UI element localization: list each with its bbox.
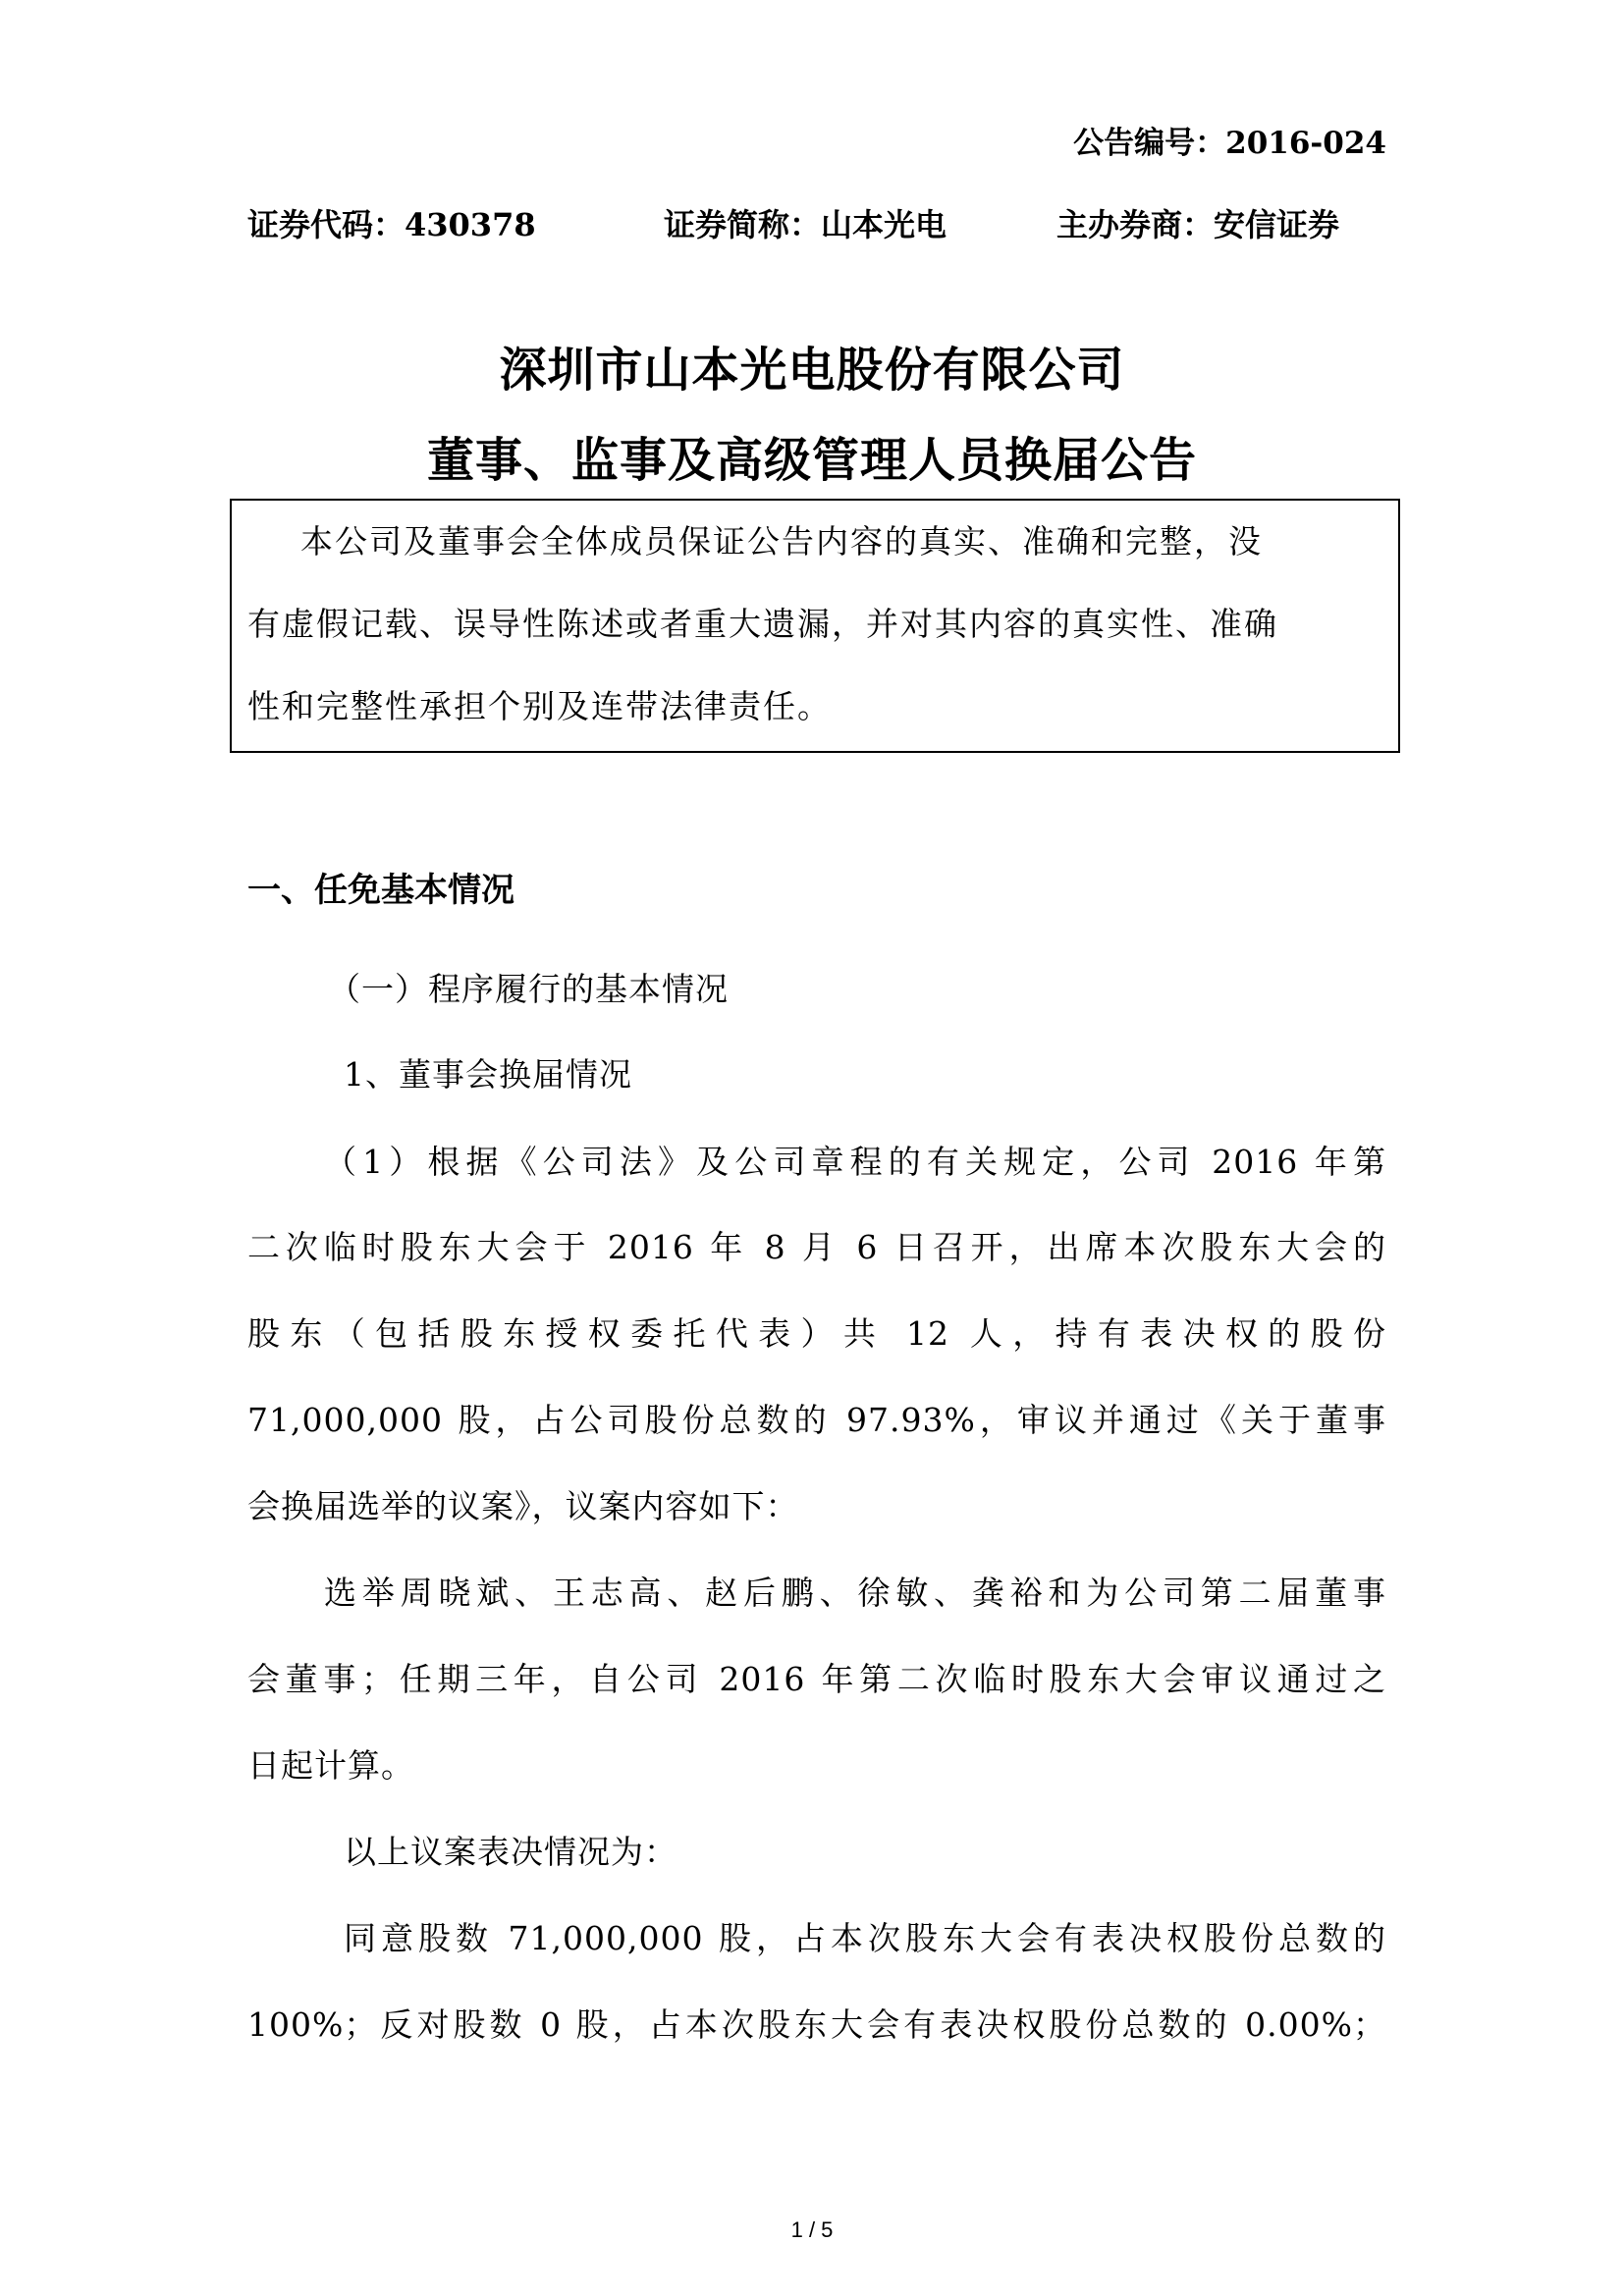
paragraph-line: 会董事；任期三年，自公司 2016 年第二次临时股东大会审议通过之 xyxy=(247,1660,1386,1698)
paragraph-line: 100%；反对股数 0 股，占本次股东大会有表决权股份总数的 0.00%； xyxy=(247,2005,1386,2044)
subsection-heading: （一）程序履行的基本情况 xyxy=(328,970,729,1008)
securities-abbreviation: 证券简称：山本光电 xyxy=(664,206,947,243)
disclaimer-line: 有虚假记载、误导性陈述或者重大遗漏，并对其内容的真实性、准确 xyxy=(247,605,1278,643)
paragraph-line: 71,000,000 股，占公司股份总数的 97.93%，审议并通过《关于董事 xyxy=(247,1401,1386,1439)
company-title: 深圳市山本光电股份有限公司 xyxy=(499,343,1125,398)
item-heading: 1、董事会换届情况 xyxy=(344,1055,632,1094)
page-number: 1 / 5 xyxy=(790,2217,834,2242)
paragraph-line: 股东（包括股东授权委托代表）共 12 人，持有表决权的股份 xyxy=(247,1314,1386,1353)
disclaimer-line: 本公司及董事会全体成员保证公告内容的真实、准确和完整，没 xyxy=(300,522,1263,561)
announcement-title: 董事、监事及高级管理人员换届公告 xyxy=(426,433,1197,488)
section-heading: 一、任免基本情况 xyxy=(247,871,514,910)
disclaimer-line: 性和完整性承担个别及连带法律责任。 xyxy=(247,687,832,725)
securities-code: 证券代码：430378 xyxy=(247,206,536,243)
paragraph-line: 会换届选举的议案》，议案内容如下： xyxy=(247,1487,799,1525)
paragraph-line-text: （1）根据《公司法》及公司章程的有关规定，公司 2016 年第 xyxy=(324,1143,1386,1181)
disclaimer-box xyxy=(230,499,1400,753)
paragraph-line: 同意股数 71,000,000 股，占本次股东大会有表决权股份总数的 xyxy=(344,1919,1386,1957)
paragraph-line: 二次临时股东大会于 2016 年 8 月 6 日召开，出席本次股东大会的 xyxy=(247,1228,1386,1266)
paragraph-line xyxy=(247,1137,1386,1183)
paragraph-line: 以上议案表决情况为： xyxy=(344,1833,677,1871)
notice-number: 公告编号：2016-024 xyxy=(1073,126,1386,161)
sponsor-broker: 主办券商：安信证券 xyxy=(1056,206,1340,243)
paragraph-line: 选举周晓斌、王志高、赵后鹏、徐敏、龚裕和为公司第二届董事 xyxy=(324,1574,1386,1612)
paragraph-line: 日起计算。 xyxy=(247,1746,414,1785)
